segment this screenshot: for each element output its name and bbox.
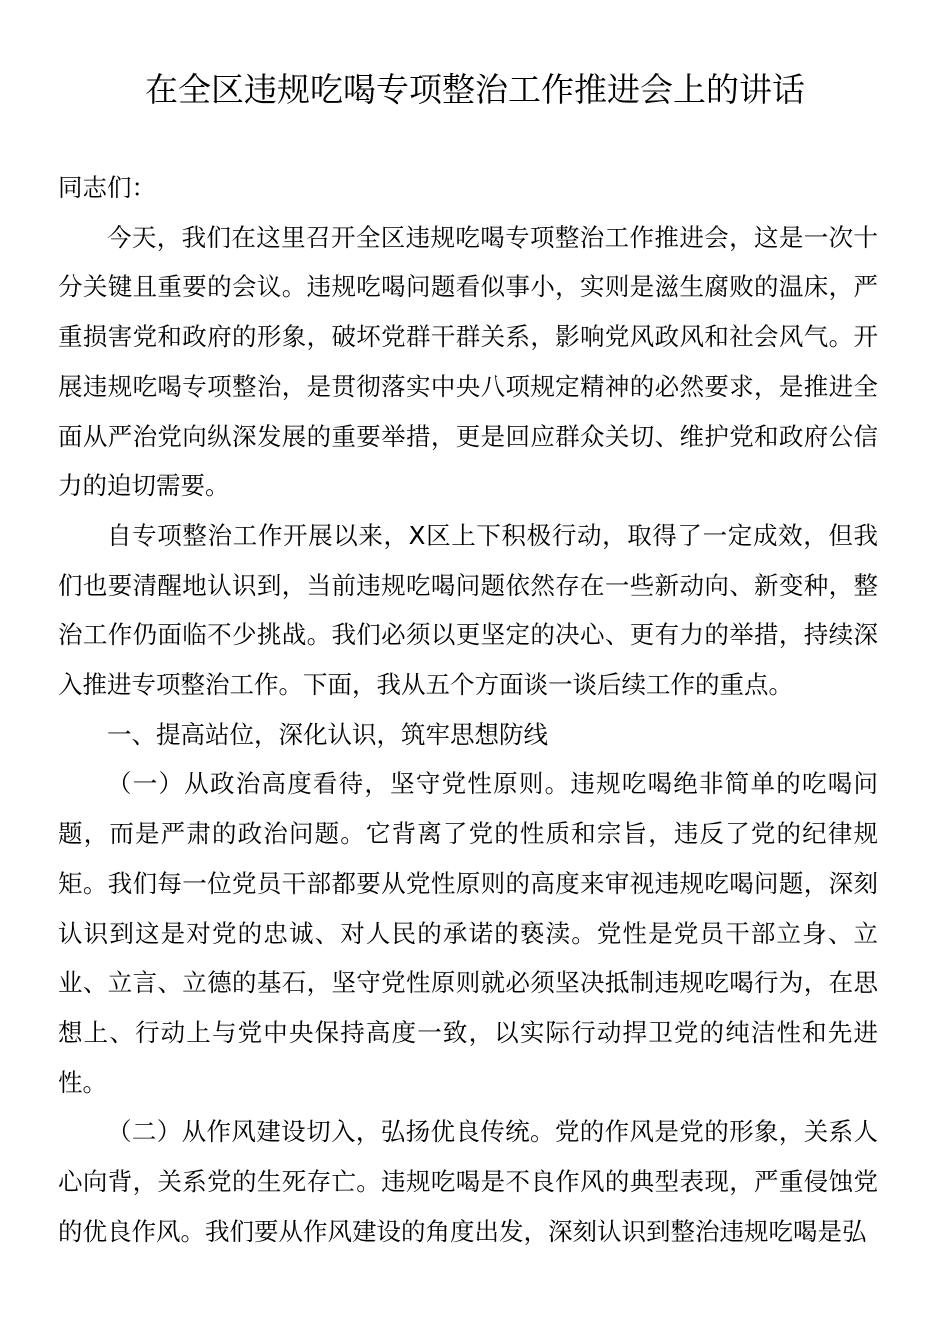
salutation: 同志们： (58, 173, 156, 202)
document-body (58, 163, 878, 1256)
document-title: 在全区违规吃喝专项整治工作推进会上的讲话 (145, 70, 805, 109)
paragraph-progress: 自专项整治工作开展以来，X区上下积极行动，取得了一定成效，但我们也要清醒地认识到，当前违规吃喝问题依然存在一些新动向、新变种，整治工作仍面临不少挑战。我们必须以更坚定的决心、更有力的举措，持续深入推进专项整治工作。下面，我从五个方面谈一谈后续工作的重点。 (58, 520, 878, 700)
paragraph-opening: 今天，我们在这里召开全区违规吃喝专项整治工作推进会，这是一次十分关键且重要的会议。违规吃喝问题看似事小，实则是滋生腐败的温床，严重损害党和政府的形象，破坏党群干群关系，影响党风政风和社会风气。开展违规吃喝专项整治，是贯彻落实中央八项规定精神的必然要求，是推进全面从严治党向纵深发展的重要举措，更是回应群众关切、维护党和政府公信力的迫切需要。 (58, 222, 878, 501)
subsection-1: （一）从政治高度看待，坚守党性原则。违规吃喝绝非简单的吃喝问题，而是严肃的政治问题。它背离了党的性质和宗旨，违反了党的纪律规矩。我们每一位党员干部都要从党性原则的高度来审视违规吃喝问题，深刻认识到这是对党的忠诚、对人民的承诺的亵渎。党性是党员干部立身、立业、立言、立德的基石，坚守党性原则就必须坚决抵制违规吃喝行为，在思想上、行动上与党中央保持高度一致，以实际行动捍卫党的纯洁性和先进性。 (58, 769, 878, 1097)
section-heading: 一、提高站位，深化认识，筑牢思想防线 (107, 719, 548, 749)
subsection-2: （二）从作风建设切入，弘扬优良传统。党的作风是党的形象，关系人心向背，关系党的生死存亡。违规吃喝是不良作风的典型表现，严重侵蚀党的优良作风。我们要从作风建设的角度出发，深刻认识到整治违规吃喝是弘 (58, 1117, 878, 1246)
